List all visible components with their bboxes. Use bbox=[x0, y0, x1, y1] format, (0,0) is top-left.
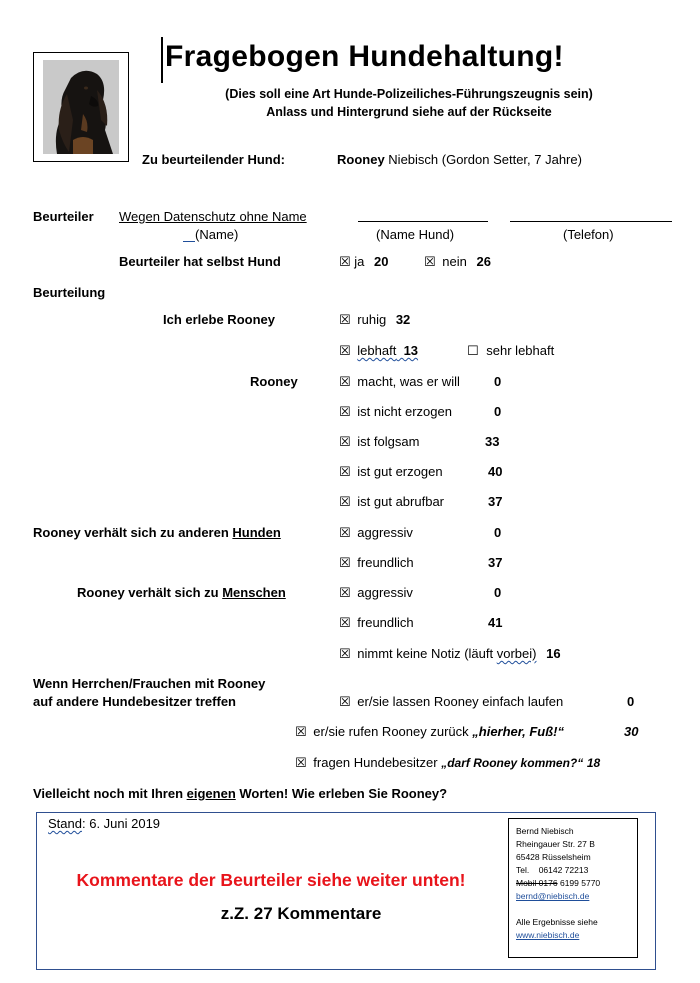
option-people-freundlich bbox=[339, 615, 414, 631]
option-count: 41 bbox=[488, 615, 503, 630]
option-label: ist folgsam bbox=[357, 434, 420, 449]
option-zurueck-rufen bbox=[295, 724, 564, 740]
checkbox-checked-icon[interactable]: ☒ bbox=[339, 695, 351, 710]
meeting-label-1: Wenn Herrchen/Frauchen mit Rooney bbox=[33, 676, 266, 691]
option-nicht-erzogen bbox=[339, 404, 452, 420]
option-count: 0 bbox=[494, 404, 502, 419]
label-prefix: Rooney verhält sich zu anderen bbox=[33, 525, 229, 540]
option-dogs-freundlich bbox=[339, 555, 414, 571]
option-count: 40 bbox=[488, 464, 503, 479]
tel-label: Tel. bbox=[516, 865, 530, 875]
option-count: 37 bbox=[488, 555, 503, 570]
page-title: Fragebogen Hundehaltung! bbox=[165, 40, 564, 73]
checkbox-checked-icon[interactable]: ☒ bbox=[339, 344, 351, 359]
contact-web-link[interactable]: www.niebisch.de bbox=[516, 930, 580, 940]
option-gut-erzogen bbox=[339, 464, 443, 480]
checkbox-checked-icon[interactable]: ☒ bbox=[295, 725, 307, 740]
option-quote: „hierher, Fuß!“ bbox=[472, 724, 564, 739]
tel-value: 06142 72213 bbox=[538, 865, 589, 875]
option-label: ist gut abrufbar bbox=[357, 494, 444, 509]
option-people-aggressiv bbox=[339, 585, 413, 601]
own-dog-no bbox=[424, 254, 491, 270]
option-folgsam bbox=[339, 434, 419, 450]
option-label: ist nicht erzogen bbox=[357, 404, 452, 419]
prompt-prefix: Vielleicht noch mit Ihren bbox=[33, 786, 184, 801]
checkbox-checked-icon[interactable]: ☒ bbox=[339, 435, 351, 450]
checkbox-checked-icon[interactable]: ☒ bbox=[339, 526, 351, 541]
comments-notice: Kommentare der Beurteiler siehe weiter unten! bbox=[76, 870, 466, 890]
contact-mobile bbox=[516, 877, 637, 890]
own-dog-yes bbox=[339, 254, 389, 270]
option-count: 13 bbox=[403, 343, 419, 358]
option-label-b: vorbei) bbox=[496, 646, 537, 661]
stand-date bbox=[48, 816, 160, 831]
option-macht-was-er-will bbox=[339, 374, 460, 390]
option-count: 18 bbox=[586, 756, 601, 770]
option-label: aggressiv bbox=[357, 585, 413, 600]
option-count: 32 bbox=[395, 312, 411, 327]
contact-email-link[interactable]: bernd@niebisch.de bbox=[516, 891, 590, 901]
option-count: 37 bbox=[488, 494, 503, 509]
dog-info bbox=[337, 152, 582, 167]
option-count: 30 bbox=[624, 724, 639, 739]
checkbox-checked-icon[interactable]: ☒ bbox=[339, 616, 351, 631]
name-caption: (Name) bbox=[195, 227, 239, 242]
option-label: macht, was er will bbox=[357, 374, 460, 389]
prompt-suffix: Worten! Wie erleben Sie Rooney? bbox=[239, 786, 448, 801]
stand-value: : 6. Juni 2019 bbox=[81, 816, 161, 831]
label-prefix: Rooney verhält sich zu bbox=[77, 585, 219, 600]
checkbox-checked-icon[interactable]: ☒ bbox=[339, 556, 351, 571]
option-label: nimmt keine Notiz (läuft bbox=[357, 646, 494, 661]
stand-label: Stand bbox=[48, 816, 82, 831]
section-beurteilung: Beurteilung bbox=[33, 285, 106, 300]
option-label: aggressiv bbox=[357, 525, 413, 540]
option-lebhaft bbox=[339, 343, 418, 359]
option-fragen bbox=[295, 755, 600, 771]
beurteiler-name-value: Wegen Datenschutz ohne Name bbox=[119, 209, 307, 224]
dog-details: Niebisch (Gordon Setter, 7 Jahre) bbox=[388, 152, 582, 167]
label-word: Hunden bbox=[232, 525, 281, 540]
beurteiler-label: Beurteiler bbox=[33, 209, 94, 224]
option-label: freundlich bbox=[357, 615, 414, 630]
dog-name-line bbox=[358, 221, 488, 222]
option-sehr-lebhaft bbox=[467, 343, 554, 359]
option-label: sehr lebhaft bbox=[486, 343, 555, 358]
own-dog-question: Beurteiler hat selbst Hund bbox=[119, 254, 281, 269]
phone-line bbox=[510, 221, 672, 222]
option-label: lebhaft bbox=[357, 343, 397, 358]
checkbox-checked-icon[interactable]: ☒ bbox=[424, 255, 436, 270]
checkbox-checked-icon[interactable]: ☒ bbox=[339, 647, 351, 662]
subtitle-1: (Dies soll eine Art Hunde-Polizeiliches-Führungszeugnis sein) bbox=[225, 87, 593, 101]
option-einfach-laufen bbox=[339, 694, 563, 710]
checkbox-checked-icon[interactable]: ☒ bbox=[339, 465, 351, 480]
dogs-behaviour-label bbox=[33, 525, 281, 540]
checkbox-checked-icon[interactable]: ☒ bbox=[339, 255, 351, 270]
own-words-prompt bbox=[33, 786, 447, 801]
option-lebhaft-text bbox=[357, 343, 418, 358]
subtitle-2: Anlass und Hintergrund siehe auf der Rückseite bbox=[266, 105, 552, 119]
checkbox-empty-icon[interactable]: ☐ bbox=[467, 344, 479, 359]
prompt-word: eigenen bbox=[186, 786, 236, 801]
option-quote: „darf Rooney kommen?“ bbox=[441, 756, 584, 770]
label-word: Menschen bbox=[222, 585, 286, 600]
option-count: 0 bbox=[494, 585, 502, 600]
experience-label: Ich erlebe Rooney bbox=[163, 312, 275, 327]
option-count: 33 bbox=[485, 434, 500, 449]
option-label: ist gut erzogen bbox=[357, 464, 443, 479]
contact-city: 65428 Rüsselsheim bbox=[516, 852, 591, 862]
checkbox-checked-icon[interactable]: ☒ bbox=[339, 375, 351, 390]
yes-count: 20 bbox=[374, 254, 389, 269]
contact-phone bbox=[516, 864, 637, 877]
no-label: nein bbox=[442, 254, 467, 269]
option-count: 0 bbox=[627, 694, 635, 709]
option-label: fragen Hundebesitzer bbox=[313, 755, 438, 770]
option-label: freundlich bbox=[357, 555, 414, 570]
checkbox-checked-icon[interactable]: ☒ bbox=[339, 586, 351, 601]
phone-caption: (Telefon) bbox=[563, 227, 614, 242]
contact-results: Alle Ergebnisse siehe bbox=[516, 917, 598, 927]
yes-label: ja bbox=[354, 254, 365, 269]
option-label: er/sie rufen Rooney zurück bbox=[313, 724, 469, 739]
contact-name: Bernd Niebisch bbox=[516, 826, 574, 836]
checkbox-checked-icon[interactable]: ☒ bbox=[339, 313, 351, 328]
option-label: ruhig bbox=[357, 312, 387, 327]
meeting-label-2: auf andere Hundebesitzer treffen bbox=[33, 694, 236, 709]
text-cursor bbox=[161, 37, 163, 83]
no-count: 26 bbox=[476, 254, 491, 269]
checkbox-checked-icon[interactable]: ☒ bbox=[339, 495, 351, 510]
option-ruhig bbox=[339, 312, 410, 328]
option-gut-abrufbar bbox=[339, 494, 444, 510]
dog-name-caption: (Name Hund) bbox=[376, 227, 455, 242]
option-count: 0 bbox=[494, 374, 502, 389]
mobile-value: 6199 5770 bbox=[559, 878, 601, 888]
people-behaviour-label bbox=[77, 585, 286, 600]
rooney-label: Rooney bbox=[250, 374, 298, 389]
option-label: er/sie lassen Rooney einfach laufen bbox=[357, 694, 564, 709]
mobile-label: Mobil 0176 bbox=[516, 878, 558, 888]
contact-street: Rheingauer Str. 27 B bbox=[516, 839, 595, 849]
checkbox-checked-icon[interactable]: ☒ bbox=[339, 405, 351, 420]
contact-card bbox=[508, 818, 638, 958]
checkbox-checked-icon[interactable]: ☒ bbox=[295, 756, 307, 771]
name-underline-mark bbox=[183, 241, 195, 242]
option-count: 0 bbox=[494, 525, 502, 540]
comments-count: z.Z. 27 Kommentare bbox=[220, 904, 382, 923]
option-people-keine-notiz bbox=[339, 646, 561, 662]
option-dogs-aggressiv bbox=[339, 525, 413, 541]
dog-label: Zu beurteilender Hund: bbox=[142, 152, 285, 167]
dog-name: Rooney bbox=[337, 152, 385, 167]
option-count: 16 bbox=[546, 646, 561, 661]
contact-spacer bbox=[516, 903, 637, 916]
